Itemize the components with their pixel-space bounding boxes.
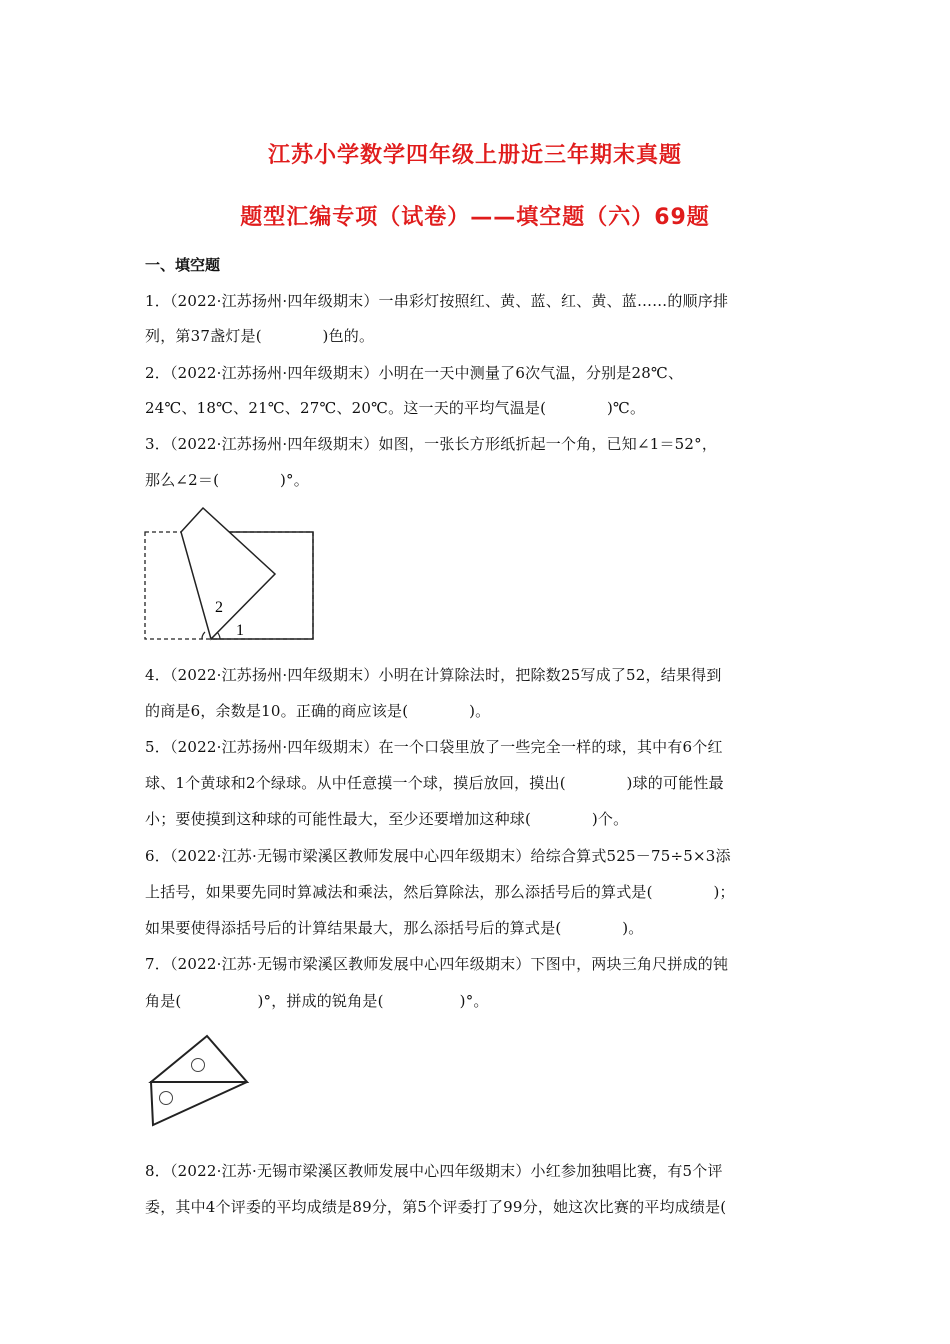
question-1-line-2: 列，第37盏灯是( )色的。 — [145, 327, 375, 345]
angle-2-label: 2 — [215, 599, 223, 616]
question-8-line-1: 8．（2022·江苏·无锡市梁溪区教师发展中心四年级期末）小红参加独唱比赛，有5个评 — [145, 1162, 723, 1180]
question-4-line-1: 4．（2022·江苏扬州·四年级期末）小明在计算除法时，把除数25写成了52，结果得到 — [145, 666, 722, 684]
question-5-line-3: 小；要使摸到这种球的可能性最大，至少还要增加这种球( )个。 — [145, 810, 629, 828]
question-5-line-2: 球、1个黄球和2个绿球。从中任意摸一个球，摸后放回，摸出( )球的可能性最 — [145, 774, 724, 792]
question-2-line-2: 24℃、18℃、21℃、27℃、20℃。这一天的平均气温是( )℃。 — [145, 399, 646, 417]
question-7-line-2: 角是( )°，拼成的锐角是( )°。 — [145, 992, 489, 1010]
page-title: 江苏小学数学四年级上册近三年期末真题 — [267, 143, 682, 168]
question-6-line-2: 上括号，如果要先同时算减法和乘法，然后算除法，那么添括号后的算式是( )； — [145, 883, 735, 901]
question-5-line-1: 5．（2022·江苏扬州·四年级期末）在一个口袋里放了一些完全一样的球，其中有6个红 — [145, 738, 723, 756]
question-8-line-2: 委，其中4个评委的平均成绩是89分，第5个评委打了99分，她这次比赛的平均成绩是( — [145, 1198, 727, 1216]
question-3-line-2: 那么∠2＝( )°。 — [145, 471, 309, 489]
question-6-line-3: 如果要使得添括号后的计算结果最大，那么添括号后的算式是( )。 — [145, 919, 644, 937]
question-2-line-1: 2．（2022·江苏扬州·四年级期末）小明在一天中测量了6次气温，分别是28℃、 — [145, 364, 684, 382]
angle-1-arc — [217, 632, 220, 639]
question-3-line-1: 3．（2022·江苏扬州·四年级期末）如图，一张长方形纸折起一个角，已知∠1＝52°， — [145, 435, 718, 453]
angle-2-arc — [202, 632, 205, 639]
section-heading: 一、填空题 — [145, 256, 221, 274]
question-4-line-2: 的商是6，余数是10。正确的商应该是( )。 — [145, 702, 491, 720]
question-1-line-1: 1．（2022·江苏扬州·四年级期末）一串彩灯按照红、黄、蓝、红、黄、蓝……的顺序排 — [145, 292, 729, 310]
angle-1-label: 1 — [236, 622, 244, 639]
lower-set-square — [151, 1082, 247, 1125]
set-squares-figure — [145, 1032, 250, 1130]
folded-rectangle-figure — [140, 500, 320, 645]
folded-corner — [181, 508, 275, 639]
question-7-line-1: 7．（2022·江苏·无锡市梁溪区教师发展中心四年级期末）下图中，两块三角尺拼成的钝 — [145, 955, 729, 973]
page-subtitle: 题型汇编专项（试卷）——填空题（六）69题 — [240, 205, 710, 230]
question-6-line-1: 6．（2022·江苏·无锡市梁溪区教师发展中心四年级期末）给综合算式525－75÷5×3添 — [145, 847, 731, 865]
